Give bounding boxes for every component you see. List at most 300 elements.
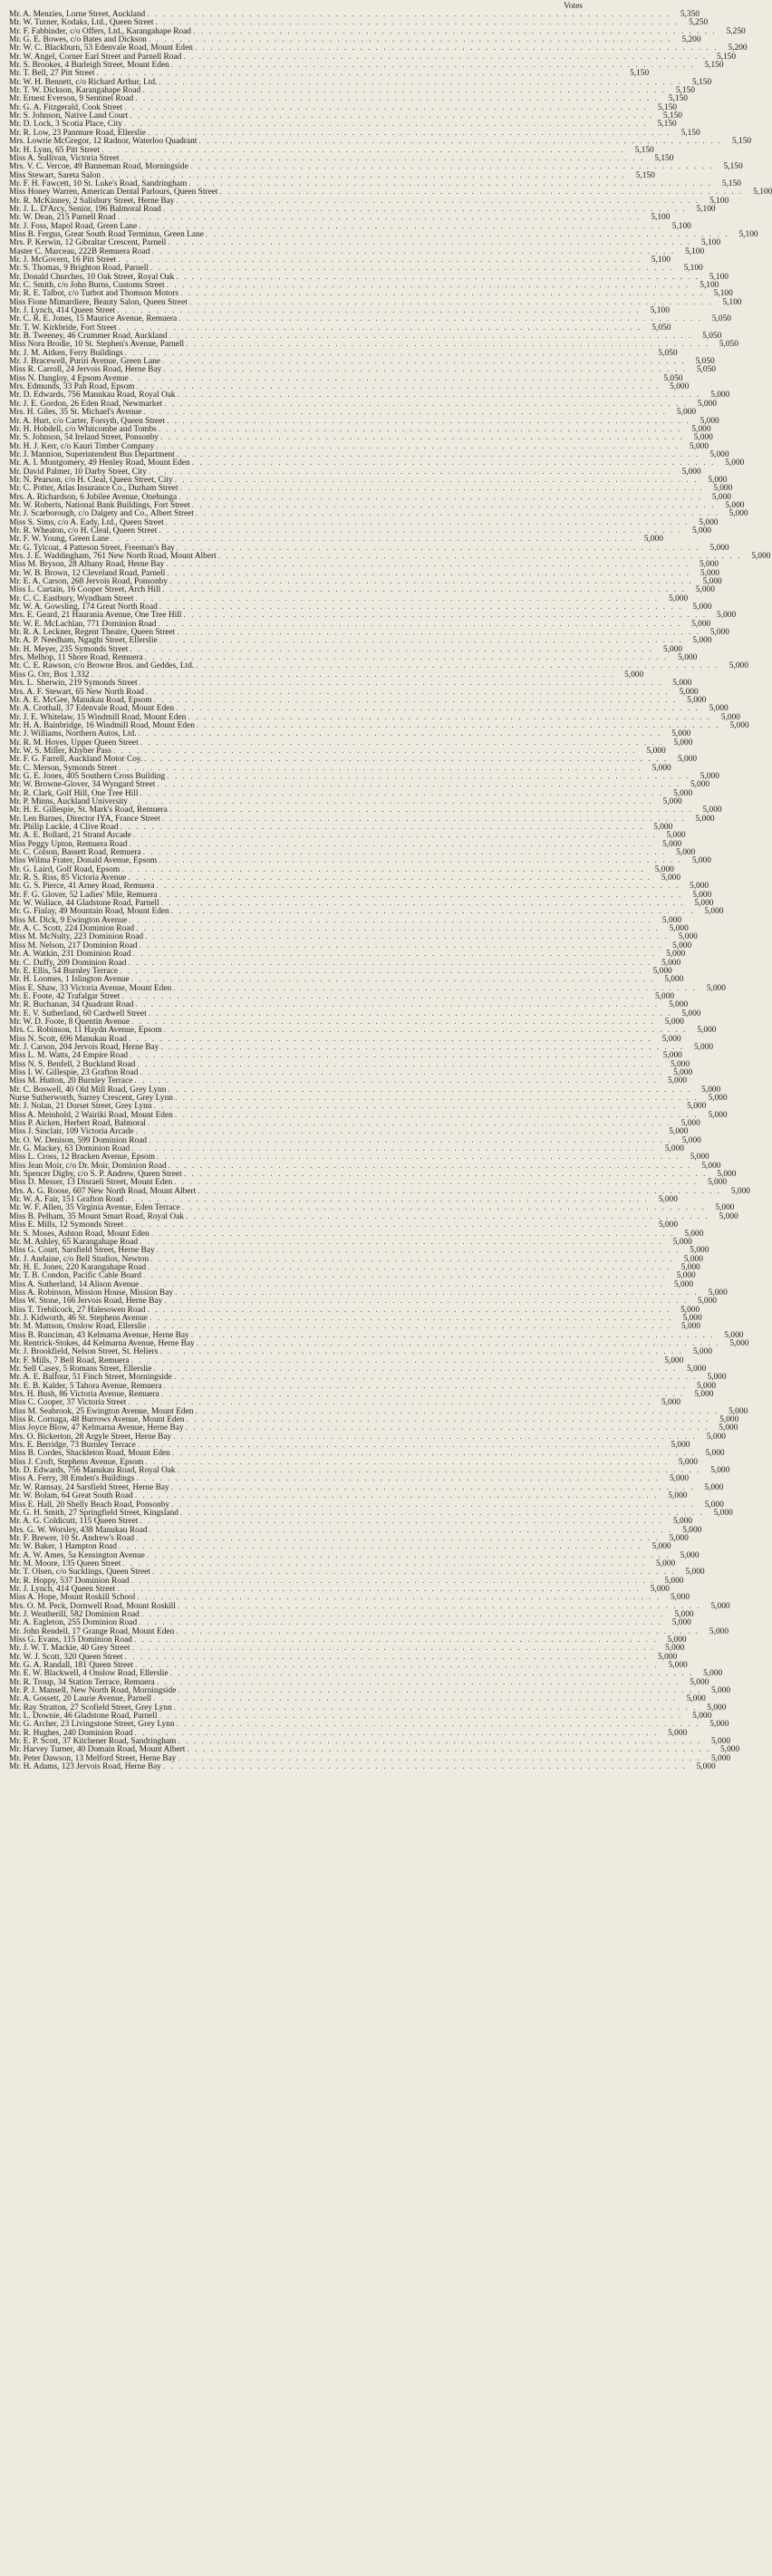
vote-count: 5,150 <box>723 162 743 172</box>
entrant-name: Miss P. Aicken, Herbert Road, Balmoral <box>9 1119 147 1129</box>
entrant-name: Miss G. Court, Sarsfield Street, Herne Bay <box>9 1246 155 1256</box>
vote-count: 5,000 <box>672 941 692 950</box>
entrant-name: Mr. J. Kidworth, 46 St. Stephens Avenue <box>9 1313 148 1323</box>
entrant-name: Mr. F. W. Young, Green Lane <box>9 535 110 545</box>
vote-count: 5,000 <box>708 1110 728 1120</box>
vote-count: 5,000 <box>670 1593 690 1603</box>
vote-count: 5,000 <box>710 1466 730 1476</box>
vote-count: 5,000 <box>672 1237 692 1247</box>
entrant-name: Miss Jean Moir, c/o Dr. Moir, Dominion Road <box>9 1161 167 1171</box>
entrant-name: Mrs. A. G. Roose, 607 New North Road, Mount Albert <box>9 1186 197 1196</box>
entrant-name: Mr. W. A. Fair, 151 Grafton Road <box>9 1195 124 1205</box>
vote-count: 5,100 <box>650 306 670 316</box>
vote-count: 5,000 <box>658 1195 678 1205</box>
vote-count: 5,000 <box>665 1644 685 1654</box>
vote-count: 5,050 <box>711 314 731 324</box>
vote-count: 5,000 <box>701 1161 721 1171</box>
entrant-name: Mr. John Rendell, 17 Grange Road, Mount Eden <box>9 1626 175 1636</box>
entrant-name: Mr. R. Clark, Golf Hill, One Tree Hill <box>9 788 139 798</box>
entrant-name: Mr. E. Foote, 42 Trafalgar Street <box>9 991 121 1001</box>
entrant-name: Mr. W. A. Gowsling, 174 Great North Road <box>9 603 158 613</box>
entrant-name: Mr. T. B. Condon, Pacific Cable Board <box>9 1271 141 1281</box>
vote-count: 5,150 <box>630 69 650 79</box>
entrant-name: Mr. W. Angel, Corner Earl Street and Parnell Road <box>9 52 182 62</box>
vote-count: 5,150 <box>680 128 700 138</box>
vote-count: 5,000 <box>686 1694 706 1704</box>
vote-count: 5,000 <box>669 1533 689 1543</box>
vote-count: 5,000 <box>717 1170 737 1180</box>
vote-count: 5,000 <box>706 1432 726 1442</box>
vote-count: 5,000 <box>694 1390 714 1400</box>
entrant-name: Miss Nora Brodie, 10 St. Stephen's Avenue, Parnell <box>9 340 185 350</box>
entrant-name: Mr. J. Scarborough, c/o Dalgety and Co., Albert Street <box>9 509 194 519</box>
entrant-name: Mr. Len Barnes, Director IYA, France Street <box>9 814 160 824</box>
entrant-name: Mrs. P. Kerwin, 12 Gibraltar Crescent, Parnell <box>9 238 167 248</box>
vote-count: 5,000 <box>673 788 693 798</box>
entrant-name: Miss I. W. Gillespie, 23 Grafton Road <box>9 1067 139 1077</box>
vote-count: 5,000 <box>700 568 720 578</box>
entrant-name: Mr. W. Bolam, 64 Great South Road <box>9 1491 133 1501</box>
vote-count: 5,000 <box>709 704 729 714</box>
entrant-name: Mr. A. I. Montgomery, 49 Henley Road, Mount Eden <box>9 458 190 468</box>
entrant-name: Mrs. V. C. Vercoe, 49 Banneman Road, Morningside <box>9 162 188 172</box>
entrant-name: Mr. W. F. Allen, 35 Virginia Avenue, Eden Terrace <box>9 1203 180 1213</box>
entrant-name: Miss J. Croft, Stephens Avenue, Epsom <box>9 1457 144 1467</box>
entrant-name: Mr. P. J. Mansell, New North Road, Morningside <box>9 1686 177 1696</box>
entrant-name: Mr. D. Edwards, 756 Manukau Road, Royal Oak <box>9 391 176 400</box>
entrant-name: Miss A. Ferry, 38 Emden's Buildings <box>9 1474 135 1484</box>
vote-count: 5,050 <box>651 323 671 333</box>
vote-count: 5,000 <box>668 1491 688 1501</box>
entrant-name: Mr. G. A. Randall, 181 Queen Street <box>9 1661 133 1671</box>
vote-count: 5,050 <box>695 357 715 367</box>
entrant-name: Miss Wilma Frater, Donald Avenue, Epsom <box>9 856 158 866</box>
vote-count: 5,000 <box>692 890 712 900</box>
entrant-name: Nurse Sutherworth, Surrey Crescent, Grey Lynn <box>9 1094 173 1103</box>
vote-count: 5,000 <box>651 763 671 773</box>
entrant-name: Mr. R. S. Riss, 85 Victoria Avenue <box>9 873 127 883</box>
entrant-name: Mr. A. Watkin, 231 Dominion Road <box>9 950 131 960</box>
vote-count: 5,000 <box>668 1076 688 1086</box>
entrant-name: Miss A. Hope, Mount Roskill School <box>9 1593 136 1603</box>
vote-count: 5,000 <box>710 1737 731 1747</box>
vote-count: 5,100 <box>722 297 742 307</box>
entrant-name: Mr. C. Smith, c/o John Burns, Customs Street <box>9 281 165 290</box>
entrant-name: Mr. W. E. McLachlan, 771 Dominion Road <box>9 619 157 629</box>
vote-count: 5,050 <box>663 373 683 383</box>
entrant-name: Mr. J. Bracewell, Puriri Avenue, Green Lane <box>9 357 160 367</box>
vote-count: 5,000 <box>656 1558 676 1568</box>
vote-count: 5,000 <box>682 1313 702 1323</box>
vote-count: 5,000 <box>707 1703 727 1713</box>
entrant-name: Mr. O. W. Denison, 599 Dominion Road <box>9 1135 148 1145</box>
entrant-name: Miss N. S. Benfell, 2 Buckland Road <box>9 1059 136 1069</box>
vote-count: 5,000 <box>669 1474 690 1484</box>
entrant-name: Miss W. Stone, 166 Jervois Road, Herne Bay <box>9 1297 163 1307</box>
entrant-name: Mr. W. Browne-Glover, 34 Wyngard Street <box>9 780 156 790</box>
entrant-name: Mr. W. Dean, 215 Parnell Road <box>9 213 116 223</box>
vote-count: 5,100 <box>738 229 758 239</box>
vote-count: 5,000 <box>713 1508 733 1518</box>
vote-count: 5,000 <box>670 1059 690 1069</box>
entrant-name: Mr. C. Potter, Atlas Insurance Co., Durham Street <box>9 484 179 494</box>
vote-count: 5,000 <box>719 1415 739 1425</box>
vote-count: 5,000 <box>643 535 663 545</box>
vote-count: 5,000 <box>719 1423 738 1433</box>
entrant-name: Mr. Sell Casey, 5 Romans Street, Ellerslie <box>9 1365 152 1374</box>
entrant-name: Mr. D. Lock, 3 Scotia Place, City <box>9 120 122 130</box>
entrant-name: Miss G. Evans, 115 Dominion Road <box>9 1635 132 1645</box>
entrant-name: Mr. M. Ashley, 65 Karangahape Road <box>9 1237 139 1247</box>
entrant-name: Mr. H. Loomes, 1 Islington Avenue <box>9 975 130 985</box>
entrant-name: Mrs. J. E. Waddingham, 761 New North Road, Mount Albert <box>9 552 217 561</box>
entrant-name: Mr. A. G. Coldicutt, 115 Queen Street <box>9 1517 139 1527</box>
entrant-name: Mr. C. Boswell, 40 Old Mill Road, Grey Lynn <box>9 1085 167 1095</box>
vote-count: 5,000 <box>670 382 690 392</box>
entrant-name: Mr. G. E. Bowes, c/o Bates and Dickson <box>9 35 147 45</box>
entrant-name: Mr. E. B. Kalder, 5 Tahora Avenue, Remuera <box>9 1381 162 1391</box>
entrant-name: Mr. P. Minns, Auckland University <box>9 796 128 806</box>
vote-count: 5,000 <box>664 1576 684 1586</box>
vote-count: 5,150 <box>657 102 677 112</box>
entrant-name: Miss M. McNulty, 223 Dominion Road <box>9 932 144 942</box>
entrant-name: Mr. J. L. D'Arcy, Senior, 196 Balmoral Road <box>9 204 161 214</box>
entrant-name: Mrs. Melhop, 11 Shore Road, Remuera <box>9 653 143 663</box>
vote-count: 5,000 <box>662 1051 682 1061</box>
vote-count: 5,000 <box>667 1635 687 1645</box>
entrant-name: Mr. W. Wallace, 44 Gladstone Road, Parnell <box>9 899 159 909</box>
entrant-name: Mr. R. Low, 23 Panmure Road, Ellerslie <box>9 128 146 138</box>
vote-count: 5,100 <box>713 289 733 299</box>
vote-count: 5,000 <box>671 729 691 739</box>
entrant-name: Mr. G. Mackey, 63 Dominion Road <box>9 1144 130 1154</box>
entrant-name: Mrs. O. M. Peck, Dornwell Road, Mount Roskill <box>9 1601 176 1611</box>
vote-count: 5,000 <box>720 712 740 722</box>
entrant-name: Mr. T. W. Kirkbride, Fort Street <box>9 323 117 333</box>
entrant-name: Mr. David Palmer, 10 Darby Street, City <box>9 467 147 477</box>
vote-count: 5,000 <box>672 1517 693 1527</box>
vote-count: 5,150 <box>692 77 712 87</box>
entrant-name: Mr. A. Menzies, Lorne Street, Auckland <box>9 10 146 19</box>
entrant-name: Miss M. Nelson, 217 Dominion Road <box>9 941 138 950</box>
entrant-name: Mr. H. E. Jones, 220 Karangahape Road <box>9 1262 147 1272</box>
entrant-name: Miss Joyce Blow, 47 Kelmarna Avenue, Herne Bay <box>9 1423 184 1433</box>
vote-count: 5,100 <box>709 272 729 282</box>
vote-count: 5,000 <box>692 1347 713 1357</box>
vote-count: 5,200 <box>728 43 748 53</box>
entrant-name: Miss E. Shaw, 33 Victoria Avenue, Mount Eden <box>9 983 172 993</box>
entrant-name: Mr. J. E. Whitelaw, 15 Windmill Road, Mount Eden <box>9 712 187 722</box>
vote-count: 5,000 <box>672 679 692 689</box>
entrant-name: Mr. M. Mattson, Onslow Road, Ellerslie <box>9 1322 147 1332</box>
vote-count: 5,150 <box>732 137 752 147</box>
entrant-name: Miss B. Pelham, 35 Mount Smart Road, Royal Oak <box>9 1211 184 1221</box>
entrant-name: Miss L. Cross, 12 Bracken Avenue, Epsom <box>9 1153 156 1163</box>
vote-count: 5,000 <box>658 1220 679 1230</box>
entrant-name: Miss Peggy Upton, Remuera Road <box>9 839 128 849</box>
entrant-name: Mr. H. Adams, 123 Jervois Road, Herne Bay <box>9 1762 161 1772</box>
vote-count: 5,000 <box>655 991 675 1001</box>
vote-count: 5,000 <box>708 475 728 485</box>
entrant-name: Mr. Rentrick-Stokes, 44 Kelmarna Avenue, Herne Bay <box>9 1338 195 1348</box>
entrant-name: Mr. J. Brookfield, Nelson Street, St. Heliers <box>9 1347 159 1357</box>
vote-count: 5,000 <box>673 738 693 748</box>
entrant-name: Mr. J. McGovern, 16 Pitt Street <box>9 255 117 265</box>
vote-count: 5,000 <box>715 1203 735 1213</box>
vote-count: 5,000 <box>668 1661 688 1671</box>
entrant-name: Miss M. Seabrook, 25 Ewington Avenue, Mount Eden <box>9 1406 194 1416</box>
entrant-name: Mr. D. Edwards, 756 Manukau Road, Royal Oak <box>9 1466 176 1476</box>
entrant-name: Mr. Harvey Turner, 40 Domain Road, Mount Albert <box>9 1745 186 1755</box>
entrant-name: Mr. W. Baker, 1 Hampton Road <box>9 1542 117 1552</box>
vote-count: 5,250 <box>689 18 709 28</box>
entrant-name: Mr. F. Brewer, 10 St. Andrew's Road <box>9 1533 135 1543</box>
entrant-name: Mr. A. Eagleton, 255 Dominion Road <box>9 1618 138 1628</box>
entrant-name: Miss N. Dangloy, 4 Epsom Avenue <box>9 373 129 383</box>
vote-count: 5,000 <box>687 1102 707 1112</box>
vote-count: 5,000 <box>710 1601 730 1611</box>
vote-count: 5,000 <box>679 687 699 697</box>
vote-count: 5,100 <box>701 238 721 248</box>
vote-count: 5,000 <box>666 831 686 841</box>
entrant-name: Mr. R. Hoppy, 537 Dominion Road <box>9 1576 130 1586</box>
entrant-name: Mr. G. Laird, Golf Road, Epsom <box>9 864 121 874</box>
entrant-name: Miss R. Cornaga, 48 Burrows Avenue, Mount Eden <box>9 1415 185 1425</box>
vote-count: 5,150 <box>635 170 655 180</box>
entrant-name: Mr. E. Ellis, 54 Burnley Terrace <box>9 966 118 976</box>
vote-count: 5,000 <box>708 1288 728 1298</box>
vote-count: 5,000 <box>691 856 711 866</box>
vote-count: 5,000 <box>678 653 698 663</box>
vote-count: 5,000 <box>711 492 731 502</box>
entrant-name: Mr. C. Colson, Bassett Road, Remuera <box>9 848 141 858</box>
vote-count: 5,000 <box>709 543 729 553</box>
vote-count: 5,000 <box>687 1365 707 1374</box>
vote-count: 5,000 <box>669 1127 689 1137</box>
vote-count: 5,000 <box>676 408 697 418</box>
entrant-name: Mr. A. W. Ames, 5a Kensington Avenue <box>9 1550 145 1560</box>
entrant-name: Mr. W. Ramsay, 24 Sarsfield Street, Herne Bay <box>9 1482 169 1492</box>
entrant-name: Mr. G. A. Fitzgerald, Cook Street <box>9 102 123 112</box>
vote-count: 5,000 <box>707 1373 727 1383</box>
vote-count: 5,000 <box>701 1085 721 1095</box>
vote-count: 5,000 <box>695 814 715 824</box>
vote-count: 5,000 <box>662 796 682 806</box>
vote-count: 5,000 <box>681 1008 701 1018</box>
vote-count: 5,000 <box>671 1441 690 1451</box>
entrant-name: Mr. Donald Churches, 10 Oak Street, Royal Oak <box>9 272 175 282</box>
vote-count: 5,000 <box>664 1017 684 1027</box>
entrant-name: Mr. R. Wheaton, c/o H. Cleal, Queen Street <box>9 526 158 535</box>
vote-count: 5,000 <box>705 1449 725 1459</box>
entrant-name: Mrs. G. W. Worsley, 438 Manukau Road <box>9 1525 148 1535</box>
entrant-name: Mr. H. Hobdell, c/o Whitcombe and Tombs <box>9 424 157 434</box>
vote-count: 5,100 <box>651 213 671 223</box>
vote-count: 5,000 <box>661 1398 681 1408</box>
entrant-name: Mr. Peter Dawson, 13 Melford Street, Herne Bay <box>9 1753 177 1763</box>
vote-count: 5,100 <box>696 204 716 214</box>
entrant-name: Mr. A. Gossett, 20 Laurie Avenue, Parnell <box>9 1694 152 1704</box>
vote-count: 5,000 <box>697 1026 717 1036</box>
entrant-name: Mr. E. V. Sutherland, 60 Cardwell Street <box>9 1008 147 1018</box>
vote-count: 5,150 <box>716 52 737 62</box>
vote-count: 5,000 <box>691 619 711 629</box>
vote-count: 5,000 <box>673 1279 694 1289</box>
entrant-name: Mr. A. C. Scott, 224 Dominion Road <box>9 924 135 934</box>
vote-count: 5,100 <box>671 221 691 231</box>
entrant-name: Miss Honey Warren, American Dental Parlours, Queen Street <box>9 188 218 198</box>
vote-count: 5,050 <box>719 340 738 350</box>
entrant-name: Mr. S. Moses, Ashton Road, Mount Eden <box>9 1229 150 1239</box>
entrant-name: Mr. Ernest Everson, 9 Sentinel Road <box>9 94 134 104</box>
entrant-name: Mr. S. Brookes, 4 Burleigh Street, Mount Eden <box>9 61 169 71</box>
entrant-name: Mr. R. E. Talbot, c/o Turbot and Thomson Motors <box>9 289 179 299</box>
entrant-name: Miss A. Meinhold, 2 Wairiki Road, Mount Eden <box>9 1110 173 1120</box>
vote-count: 5,150 <box>662 111 682 121</box>
vote-count: 5,000 <box>706 983 726 993</box>
vote-count: 5,000 <box>709 1720 729 1730</box>
entrant-name: Mr. J. Foss, Mapol Road, Green Lane <box>9 221 138 231</box>
vote-count: 5,000 <box>681 1135 701 1145</box>
entrant-name: Mr. R. Hughes, 240 Dominion Road <box>9 1728 133 1738</box>
vote-count: 5,000 <box>680 1550 700 1560</box>
vote-count: 5,000 <box>661 915 682 925</box>
vote-count: 5,000 <box>717 611 737 621</box>
vote-count: 5,000 <box>697 399 717 409</box>
vote-count: 5,000 <box>671 1618 691 1628</box>
vote-count: 5,000 <box>678 932 698 942</box>
vote-count: 5,000 <box>730 1186 750 1196</box>
votes-column-label: Votes <box>564 2 583 11</box>
vote-count: 5,000 <box>678 1457 698 1467</box>
vote-count: 5,000 <box>702 577 722 587</box>
entrant-name: Mr. R. McKinney, 2 Salisbury Street, Herne Bay <box>9 196 175 206</box>
list-item <box>9 1762 716 1772</box>
entrant-name: Mr. A. Crothall, 37 Edenvale Road, Mount Eden <box>9 704 175 714</box>
vote-count: 5,000 <box>693 433 713 443</box>
vote-count: 5,000 <box>709 1626 729 1636</box>
vote-count: 5,000 <box>704 1500 724 1510</box>
vote-count: 5,000 <box>729 661 748 671</box>
vote-count: 5,000 <box>680 1322 701 1332</box>
vote-count: 5,000 <box>651 1542 671 1552</box>
entrant-name: Mr. J. M. Aitken, Ferry Buildings <box>9 348 123 358</box>
entrant-name: Mr. G. S. Pierce, 41 Arney Road, Remuera <box>9 882 155 892</box>
entrant-name: Mr. R. Troup, 34 Station Terrace, Remuera <box>9 1677 155 1687</box>
entrant-name: Miss B. Runciman, 43 Kelmarna Avenue, Herne Bay <box>9 1330 189 1340</box>
entrant-name: Miss T. Trebilcock, 27 Halesowen Road <box>9 1305 146 1315</box>
entrant-name: Mr. A. Hurt, c/o Carter, Forsyth, Queen Street <box>9 416 165 426</box>
vote-count: 5,000 <box>720 1745 740 1755</box>
entrant-name: Mr. E. W. Blackwell, 4 Onslow Road, Ellerslie <box>9 1669 169 1679</box>
vote-count: 5,000 <box>699 560 719 570</box>
dot-leader <box>161 1763 689 1771</box>
vote-count: 5,150 <box>675 86 695 96</box>
entrant-name: Mr. N. Pearson, c/o H. Cleal, Queen Street, City <box>9 475 173 485</box>
vote-count: 5,100 <box>685 246 705 256</box>
entrant-name: Miss L. M. Watts, 24 Empire Road <box>9 1051 129 1061</box>
entrant-name: Mr. J. Nolan, 21 Dorset Street, Grey Lynn <box>9 1102 152 1112</box>
vote-count: 5,000 <box>690 1677 709 1687</box>
vote-count: 5,150 <box>721 178 741 188</box>
entrant-name: Mr. J. Andaine, c/o Bell Studios, Newton <box>9 1254 150 1264</box>
entrant-name: Mr. W. H. Bennett, c/o Richard Arthur, Ltd. <box>9 77 158 87</box>
entrant-name: Mr. A. P. Needham, Ngaghi Street, Ellerslie <box>9 636 158 646</box>
vote-count: 5,000 <box>661 1034 681 1044</box>
vote-count: 5,000 <box>654 864 674 874</box>
vote-count: 5,000 <box>692 603 712 613</box>
vote-count: 5,000 <box>709 449 729 459</box>
vote-count: 5,000 <box>646 746 666 756</box>
vote-count: 5,000 <box>664 975 684 985</box>
vote-count: 5,000 <box>624 670 644 680</box>
vote-count: 5,100 <box>753 188 772 198</box>
entrant-name: Mr. J. Mannion, Superintendent Bus Department <box>9 449 175 459</box>
vote-count: 5,000 <box>729 720 749 730</box>
vote-count: 5,000 <box>725 500 745 510</box>
vote-count: 5,100 <box>700 281 719 290</box>
vote-count: 5,350 <box>680 10 700 19</box>
entrant-name: Mr. R. Buchanan, 34 Quadrant Road <box>9 1000 134 1010</box>
entrant-name: Mr. H. Meyer, 235 Symonds Street <box>9 644 129 654</box>
vote-count: 5,000 <box>669 1000 689 1010</box>
vote-count: 5,000 <box>690 780 710 790</box>
entrant-name: Mr. M. Moore, 135 Queen Street <box>9 1558 121 1568</box>
vote-count: 5,000 <box>702 806 722 815</box>
entrant-name: Mr. A. E. McGee, Manukau Road, Epsom <box>9 695 152 705</box>
vote-count: 5,000 <box>676 848 696 858</box>
vote-count: 5,000 <box>682 1525 702 1535</box>
vote-count: 5,000 <box>687 695 707 705</box>
vote-count: 5,100 <box>709 196 729 206</box>
entrant-name: Mr. C. E. Rawson, c/o Browne Bros. and Geddes, Ltd. <box>9 661 195 671</box>
vote-count: 5,150 <box>654 153 674 163</box>
entrant-name: Miss A. Sutherland, 14 Alison Avenue <box>9 1279 140 1289</box>
vote-count: 5,000 <box>704 907 724 917</box>
vote-count: 5,000 <box>700 416 719 426</box>
vote-count: 5,000 <box>666 950 686 960</box>
entrant-name: Mr. W. Roberts, National Bank Buildings, Fort Street <box>9 500 190 510</box>
entrant-name: Mr. A. E. Balfour, 51 Finch Street, Morningside <box>9 1373 172 1383</box>
vote-count: 5,250 <box>726 26 746 36</box>
vote-count: 5,000 <box>692 1712 712 1722</box>
entrant-name: Miss Fione Mimardiere, Beauty Salon, Queen Street <box>9 297 188 307</box>
vote-count: 5,000 <box>658 1652 678 1662</box>
entrant-name: Mrs. E. Berridge, 73 Burnley Terrace <box>9 1441 136 1451</box>
vote-count: 5,000 <box>697 1297 717 1307</box>
vote-count: 5,000 <box>668 1728 688 1738</box>
vote-count: 5,000 <box>691 424 711 434</box>
entrant-name: Mr. C. C. Eastbury, Wyndham Street <box>9 593 134 603</box>
vote-count: 5,000 <box>669 593 689 603</box>
entrant-name: Mrs. C. Robinson, 11 Haydn Avenue, Epsom <box>9 1026 162 1036</box>
entrant-name: Master C. Marceau, 222B Remuera Road <box>9 246 150 256</box>
entrant-name: Miss G. Orr, Box 1,332 <box>9 670 90 680</box>
vote-count: 5,050 <box>702 332 722 342</box>
vote-count: 5,000 <box>662 839 682 849</box>
entrant-name: Mr. H. A. Bainbridge, 16 Windmill Road, Mount Eden <box>9 720 195 730</box>
vote-count: 5,000 <box>680 1262 700 1272</box>
entrant-name: Mr. G. Archer, 23 Livingstone Street, Grey Lynn <box>9 1720 175 1730</box>
entrant-name: Mr. W. Turner, Kodaks, Ltd., Queen Street <box>9 18 154 28</box>
entrant-name: Mr. J. E. Gordon, 26 Eden Road, Newmarket <box>9 399 163 409</box>
entrant-name: Mr. W. J. Scott, 320 Queen Street <box>9 1652 123 1662</box>
entrant-name: Mr. J. Lynch, 414 Queen Street <box>9 306 116 316</box>
vote-count: 5,000 <box>695 585 715 595</box>
entrant-name: Miss E. Mills, 12 Symonds Street <box>9 1220 124 1230</box>
vote-count: 5,000 <box>680 1305 700 1315</box>
entrant-name: Mr. F. Fabbinder, c/o Offers, Ltd., Karangahape Road <box>9 26 191 36</box>
